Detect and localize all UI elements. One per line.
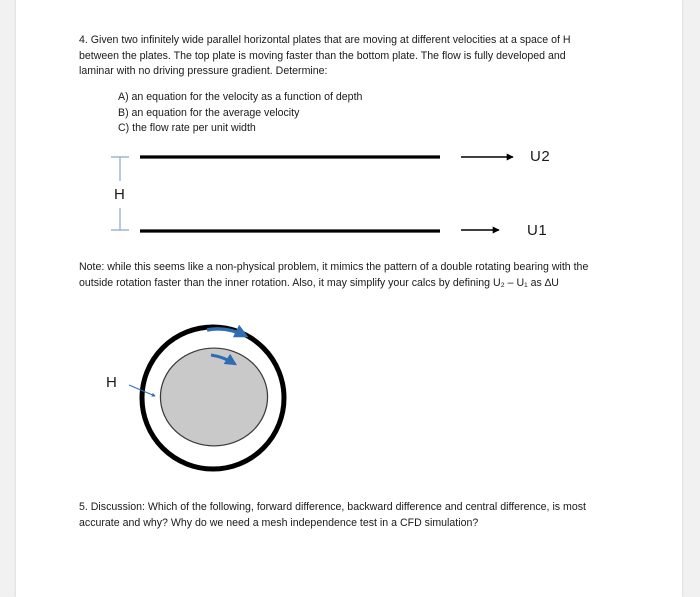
bearing-gap-label-h: H xyxy=(106,374,117,391)
question-5-text: 5. Discussion: Which of the following, forward difference, backward difference and central difference, is most accurate and why? Why do we need a mesh independence test in a CFD simulation? xyxy=(79,501,586,529)
note-text: Note: while this seems like a non-physical problem, it mimics the pattern of a double rotating bearing with the outside rotation faster than the inner rotation. Also, it may simplify your calcs by defining U₂ – U₁ as ∆U xyxy=(79,261,589,289)
gap-label-h: H xyxy=(114,186,125,203)
question-4-item-b: B) an equation for the average velocity xyxy=(118,106,300,119)
bottom-velocity-label-text: U1 xyxy=(527,222,548,239)
question-4-text: 4. Given two infinitely wide parallel horizontal plates that are moving at different velocities at a space of H between the plates. The top plate is moving faster than the bottom plate. The flow is fully developed and laminar with no driving pressure gradient. Determine: xyxy=(79,34,571,78)
bottom-velocity-label xyxy=(527,222,547,239)
question-4-item-a: A) an equation for the velocity as a function of depth xyxy=(118,91,363,103)
top-velocity-label-text: U2 xyxy=(530,148,551,165)
top-velocity-label xyxy=(530,148,550,165)
inner-cylinder xyxy=(160,348,267,446)
question-4-item-c: C) the flow rate per unit width xyxy=(118,122,256,135)
